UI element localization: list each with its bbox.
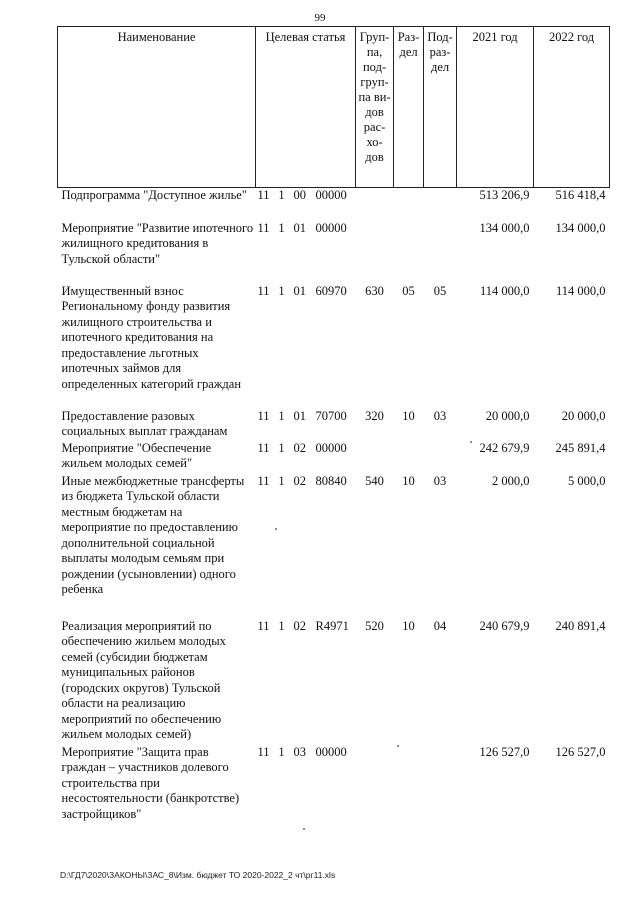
row-group [356,221,394,284]
row-2022: 240 891,4 [555,618,606,633]
row-section: 10 [402,618,415,633]
scan-speck [397,745,399,747]
row-2021: 126 527,0 [479,744,530,759]
row-target-2: 1 [278,408,285,423]
row-group: 540 [365,473,384,488]
row-2022: 5 000,0 [568,473,606,488]
row-2021: 2 000,0 [492,473,530,488]
row-section [394,188,424,221]
row-target-2: 1 [278,744,285,759]
row-subsection: 03 [433,408,447,423]
row-name: Предоставление разовых социальных выплат гражданам [61,408,228,438]
row-2022: 134 000,0 [555,220,606,235]
row-name: Имущественный взнос Региональному фонду развития жилищного строительства и ипотечного кредитования на предоставление льготных ипотечных займов для определенных категорий граждан [61,283,242,391]
table-row [58,619,610,745]
row-2021: 134 000,0 [479,220,530,235]
row-2021: 114 000,0 [480,283,530,298]
row-target-3: 02 [293,618,307,633]
row-name: Подпрограмма "Доступное жилье" [61,188,247,202]
table-row [58,221,610,284]
row-name: Реализация мероприятий по обеспечению жильем молодых семей (субсидии бюджетам муниципальных районов (городских округов) Тульской области на реализацию мероприятий по обеспечению жильем молодых семей) [61,618,226,741]
row-target-3: 00 [293,188,307,202]
scan-speck [470,441,472,443]
row-group [356,745,394,825]
row-2021: 240 679,9 [479,618,530,633]
row-target-2: 1 [278,618,285,633]
row-target-4: 60970 [315,283,347,298]
row-section [394,441,424,474]
row-target-3: 03 [293,744,307,759]
row-name: Мероприятие "Защита прав граждан – участников долевого строительства при несостоятельности (банкротстве) застройщиков" [61,744,240,821]
table-row [58,441,610,474]
table-row [58,188,610,221]
row-2022: 114 000,0 [556,283,606,298]
row-2021: 20 000,0 [485,408,530,423]
table-row [58,284,610,409]
scan-speck [275,528,277,530]
header-2021: 2021 год [457,27,534,188]
row-section: 05 [402,283,415,298]
row-target-2: 1 [278,188,285,202]
budget-table [57,26,610,825]
row-subsection [424,745,457,825]
row-subsection: 03 [433,473,447,488]
row-subsection [424,221,457,284]
row-group [356,441,394,474]
row-target-4: 80840 [315,473,347,488]
row-target-1: 11 [257,408,270,423]
row-2022: 20 000,0 [561,408,606,423]
table-row [58,745,610,825]
row-name: Мероприятие "Обеспечение жильем молодых семей" [61,440,212,470]
scan-speck [303,828,305,830]
row-target-1: 11 [257,188,270,202]
row-name: Мероприятие "Развитие ипотечного жилищного кредитования в Тульской области" [61,220,254,266]
row-section: 10 [402,408,415,423]
row-target-1: 11 [257,744,270,759]
row-target-4: 00000 [315,220,347,235]
row-2022: 516 418,4 [555,188,606,202]
row-target-2: 1 [278,473,285,488]
row-target-3: 02 [293,473,307,488]
row-subsection [424,188,457,221]
row-target-1: 11 [257,618,270,633]
row-section: 10 [402,473,415,488]
table-row [58,474,610,619]
row-target-4: 00000 [315,440,347,455]
table-row [58,409,610,441]
row-target-2: 1 [278,220,285,235]
header-subsection: Под- раз- дел [424,27,457,188]
row-target-1: 11 [257,473,270,488]
header-group: Груп- па, под- груп- па ви- дов рас- хо- дов [356,27,394,188]
row-subsection [424,441,457,474]
row-section [394,221,424,284]
row-target-4: 70700 [315,408,347,423]
row-group: 630 [365,283,384,298]
row-group: 320 [365,408,384,423]
file-path-footer: D:\ГД7\2020\ЗАКОНЫ\ЗАС_8\Изм. бюджет ТО 2020-2022_2 чт\рг11.xls [60,870,336,880]
row-target-3: 01 [293,408,307,423]
header-name: Наименование [58,27,256,188]
page-number: 99 [314,12,326,24]
row-2022: 245 891,4 [555,440,606,455]
row-target-1: 11 [257,220,270,235]
row-target-1: 11 [257,440,270,455]
row-target-2: 1 [278,283,285,298]
row-name: Иные межбюджетные трансферты из бюджета Тульской области местным бюджетам на мероприятие по предоставлению дополнительной социальной выплаты молодым семьям при рождении (усыновлении) одного ребенка [61,473,245,596]
row-section [394,745,424,825]
row-2021: 242 679,9 [479,440,530,455]
header-2022: 2022 год [534,27,610,188]
row-target-2: 1 [278,440,285,455]
row-2021: 513 206,9 [479,188,530,202]
row-subsection: 05 [433,283,447,298]
header-target: Целевая статья [256,27,356,188]
row-target-3: 01 [293,220,307,235]
row-target-1: 11 [257,283,270,298]
row-2022: 126 527,0 [555,744,606,759]
table-header-row [58,27,610,188]
row-target-4: 00000 [315,188,347,202]
row-target-3: 02 [293,440,307,455]
row-target-4: 00000 [315,744,347,759]
row-target-4: R4971 [315,618,349,633]
row-subsection: 04 [433,618,447,633]
header-section: Раз- дел [394,27,424,188]
row-group [356,188,394,221]
row-target-3: 01 [293,283,307,298]
row-group: 520 [365,618,384,633]
